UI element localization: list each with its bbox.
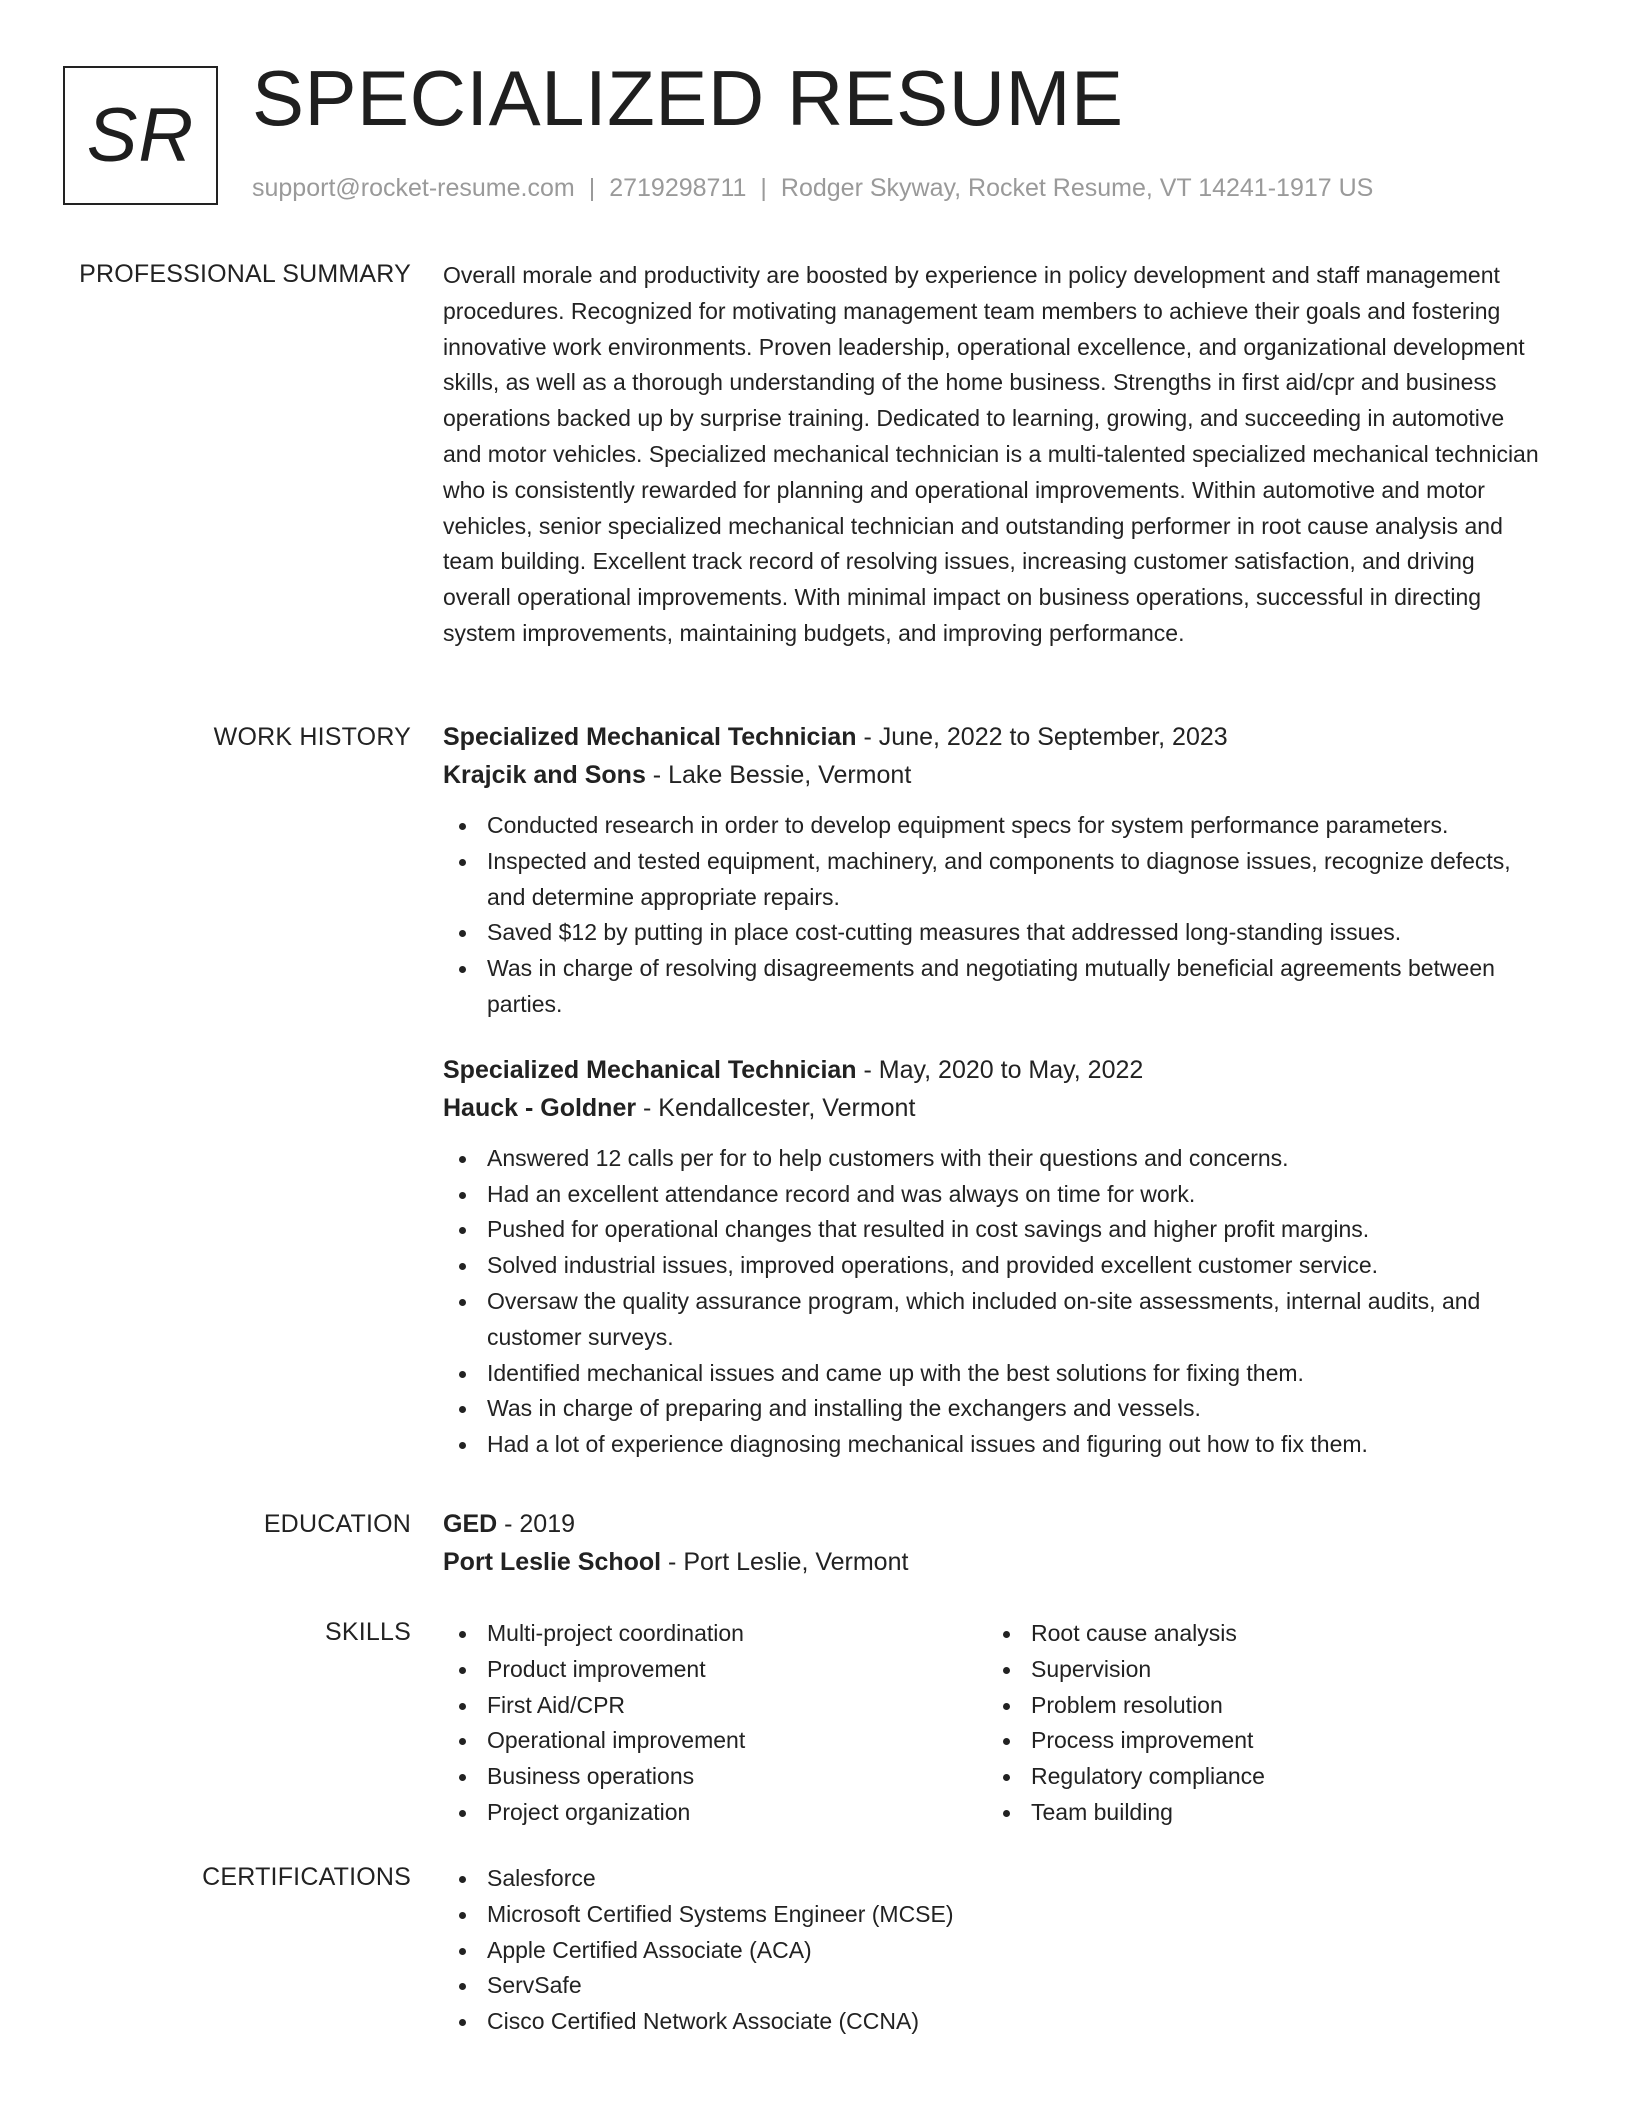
certification-item: Microsoft Certified Systems Engineer (MCSE): [443, 1897, 1543, 1933]
contact-phone: 2719298711: [609, 174, 747, 202]
skill-item: Project organization: [443, 1795, 987, 1831]
job-dates: - June, 2022 to September, 2023: [856, 723, 1228, 751]
job-company-line: [443, 756, 1543, 794]
certification-item: Cisco Certified Network Associate (CCNA): [443, 2004, 1543, 2040]
job-dates: - May, 2020 to May, 2022: [856, 1055, 1144, 1084]
skill-item: First Aid/CPR: [443, 1688, 987, 1724]
education-location: - Port Leslie, Vermont: [661, 1548, 909, 1576]
job-bullet: Saved $12 by putting in place cost-cutting measures that addressed long-standing issues.: [443, 915, 1543, 951]
education-year: - 2019: [497, 1510, 576, 1538]
skill-item: Business operations: [443, 1759, 987, 1795]
certifications-list: [443, 1861, 1543, 2040]
education-school-line: [443, 1543, 1543, 1581]
skill-item: Product improvement: [443, 1652, 987, 1688]
job-bullet: Solved industrial issues, improved operations, and provided excellent customer service.: [443, 1248, 1543, 1284]
job-bullet: Conducted research in order to develop equipment specs for system performance parameters.: [443, 808, 1543, 844]
job-bullet: Identified mechanical issues and came up with the best solutions for fixing them.: [443, 1356, 1543, 1392]
job-bullet: Had a lot of experience diagnosing mechanical issues and figuring out how to fix them.: [443, 1427, 1543, 1463]
job-bullets: [443, 808, 1543, 1023]
skills-list-left: [443, 1616, 987, 1831]
job-company-line: [443, 1089, 1543, 1127]
skill-item: Process improvement: [987, 1723, 1531, 1759]
certification-item: Apple Certified Associate (ACA): [443, 1933, 1543, 1969]
job-location: - Lake Bessie, Vermont: [645, 761, 912, 789]
job-bullet: Was in charge of preparing and installing the exchangers and vessels.: [443, 1391, 1543, 1427]
job-title: Specialized Mechanical Technician: [443, 1055, 857, 1084]
job-entry: [443, 1051, 1543, 1463]
contact-line: [252, 174, 1373, 203]
job-title-line: [443, 1051, 1543, 1089]
section-label-skills: SKILLS: [325, 1618, 411, 1646]
skills-list-right: [987, 1616, 1531, 1831]
education-school: Port Leslie School: [443, 1548, 662, 1576]
education-degree: GED: [443, 1510, 498, 1538]
job-bullet: Inspected and tested equipment, machinery, and components to diagnose issues, recognize defects, and determine appropriate repairs.: [443, 844, 1543, 916]
section-label-certifications: CERTIFICATIONS: [202, 1863, 411, 1891]
monogram: SR: [63, 66, 218, 205]
job-location: - Kendallcester, Vermont: [636, 1093, 916, 1122]
resume-name: SPECIALIZED RESUME: [252, 54, 1124, 142]
skill-item: Operational improvement: [443, 1723, 987, 1759]
section-label-work-history: WORK HISTORY: [213, 723, 411, 751]
skill-item: Team building: [987, 1795, 1531, 1831]
skill-item: Regulatory compliance: [987, 1759, 1531, 1795]
summary-text: Overall morale and productivity are boosted by experience in policy development and staff management procedures. Recognized for motivating management team members to achieve their goals and fostering innovative work environments. Proven leadership, operational excellence, and organizational development skills, as well as a thorough understanding of the home business. Strengths in first aid/cpr and business operations backed up by surprise training. Dedicated to learning, growing, and succeeding in automotive and motor vehicles. Specialized mechanical technician is a multi-talented specialized mechanical technician who is consistently rewarded for planning and operational improvements. Within automotive and motor vehicles, senior specialized mechanical technician and outstanding performer in root cause analysis and team building. Excellent track record of resolving issues, increasing customer satisfaction, and driving overall operational improvements. With minimal impact on business operations, successful in directing system improvements, maintaining budgets, and improving performance.: [443, 262, 1539, 646]
contact-email: support@rocket-resume.com: [252, 174, 575, 202]
skills-columns: [443, 1616, 1543, 1831]
skill-item: Root cause analysis: [987, 1616, 1531, 1652]
skill-item: Multi-project coordination: [443, 1616, 987, 1652]
skill-item: Problem resolution: [987, 1688, 1531, 1724]
job-title: Specialized Mechanical Technician: [443, 723, 857, 751]
job-bullet: Had an excellent attendance record and was always on time for work.: [443, 1177, 1543, 1213]
job-title-line: [443, 718, 1543, 756]
education-degree-line: [443, 1505, 1543, 1543]
certification-item: ServSafe: [443, 1968, 1543, 2004]
contact-separator: |: [760, 174, 767, 202]
certification-item: Salesforce: [443, 1861, 1543, 1897]
section-label-education: EDUCATION: [263, 1510, 411, 1538]
job-bullet: Oversaw the quality assurance program, which included on-site assessments, internal audits, and customer surveys.: [443, 1284, 1543, 1356]
job-entry: [443, 718, 1543, 1023]
skill-item: Supervision: [987, 1652, 1531, 1688]
section-label-summary: PROFESSIONAL SUMMARY: [79, 260, 411, 288]
contact-address: Rodger Skyway, Rocket Resume, VT 14241-1917 US: [780, 174, 1374, 202]
job-company: Hauck - Goldner: [443, 1093, 637, 1122]
job-bullet: Was in charge of resolving disagreements and negotiating mutually beneficial agreements between parties.: [443, 951, 1543, 1023]
job-bullets: [443, 1141, 1543, 1463]
contact-separator: |: [588, 174, 596, 202]
job-bullet: Answered 12 calls per for to help customers with their questions and concerns.: [443, 1141, 1543, 1177]
job-bullet: Pushed for operational changes that resulted in cost savings and higher profit margins.: [443, 1212, 1543, 1248]
job-company: Krajcik and Sons: [443, 761, 646, 789]
